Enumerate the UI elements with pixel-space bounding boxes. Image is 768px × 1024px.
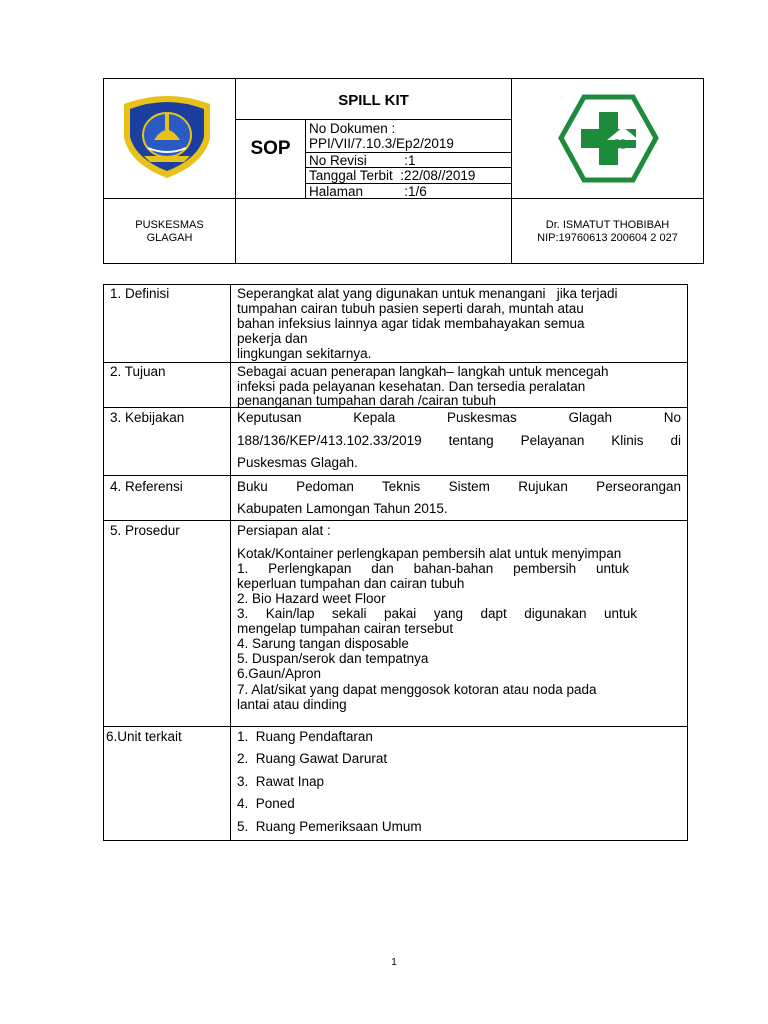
- prosedur-line: 5. Duspan/serok dan tempatnya: [237, 651, 429, 666]
- section-label-tujuan: 2. Tujuan: [110, 364, 166, 379]
- section-label-definisi: 1. Definisi: [110, 286, 170, 301]
- tujuan-line: penanganan tumpahan darah /cairan tubuh: [237, 393, 496, 408]
- prosedur-line: Kotak/Kontainer perlengkapan pembersih alat untuk menyimpan: [237, 546, 622, 561]
- definisi-line: bahan infeksius lainnya agar tidak membahayakan semua: [237, 316, 585, 331]
- prosedur-line: 1. Perlengkapan dan bahan-bahan pembersih untuk: [237, 561, 629, 576]
- prosedur-line: mengelap tumpahan cairan tersebut: [237, 621, 454, 636]
- organization-name: PUSKESMAS: [135, 219, 204, 231]
- regency-logo: [118, 90, 216, 180]
- definisi-line: pekerja dan: [237, 331, 308, 346]
- definisi-line: lingkungan sekitarnya.: [237, 346, 372, 361]
- kebijakan-line: Puskesmas Glagah.: [237, 455, 358, 470]
- unit-item: 5. Ruang Pemeriksaan Umum: [237, 819, 422, 834]
- kebijakan-line: Keputusan Kepala Puskesmas Glagah No: [237, 410, 681, 425]
- definisi-line: Seperangkat alat yang digunakan untuk menangani jika terjadi: [237, 286, 618, 301]
- issue-date: Tanggal Terbit :22/08//2019: [309, 168, 476, 183]
- section-label-unit: 6.Unit terkait: [106, 729, 182, 744]
- document-title: SPILL KIT: [338, 92, 409, 109]
- definisi-line: tumpahan cairan tubuh pasien seperti darah, muntah atau: [237, 301, 584, 316]
- unit-item: 3. Rawat Inap: [237, 774, 325, 789]
- revision-number: No Revisi :1: [309, 153, 416, 168]
- page-count: Halaman :1/6: [309, 184, 427, 199]
- kebijakan-line: 188/136/KEP/413.102.33/2019 tentang Pelayanan Klinis di: [237, 433, 681, 448]
- section-label-prosedur: 5. Prosedur: [110, 523, 180, 538]
- section-label-referensi: 4. Referensi: [110, 479, 183, 494]
- signer-nip: NIP:19760613 200604 2 027: [537, 232, 678, 244]
- referensi-line: Kabupaten Lamongan Tahun 2015.: [237, 501, 448, 516]
- tujuan-line: infeksi pada pelayanan kesehatan. Dan tersedia peralatan: [237, 379, 586, 394]
- doc-number-label: No Dokumen :: [309, 121, 396, 136]
- prosedur-line: 4. Sarung tangan disposable: [237, 636, 409, 651]
- prosedur-line: 7. Alat/sikat yang dapat menggosok kotoran atau noda pada: [237, 682, 597, 697]
- section-label-kebijakan: 3. Kebijakan: [110, 410, 185, 425]
- page-number: 1: [391, 957, 397, 968]
- doc-number-value: PPI/VII/7.10.3/Ep2/2019: [309, 136, 454, 151]
- unit-item: 2. Ruang Gawat Darurat: [237, 751, 388, 766]
- tujuan-line: Sebagai acuan penerapan langkah– langkah untuk mencegah: [237, 364, 609, 379]
- prosedur-line: 6.Gaun/Apron: [237, 666, 322, 681]
- sop-label: SOP: [250, 138, 291, 159]
- unit-item: 4. Poned: [237, 796, 295, 811]
- prosedur-line: lantai atau dinding: [237, 697, 347, 712]
- unit-item: 1. Ruang Pendaftaran: [237, 729, 373, 744]
- prosedur-line: keperluan tumpahan dan cairan tubuh: [237, 576, 465, 591]
- signer-name: Dr. ISMATUT THOBIBAH: [545, 219, 670, 231]
- prosedur-line: 3. Kain/lap sekali pakai yang dapt digunakan untuk: [237, 606, 637, 621]
- puskesmas-logo: [557, 92, 660, 185]
- prosedur-line: 2. Bio Hazard weet Floor: [237, 591, 386, 606]
- organization-location: GLAGAH: [146, 232, 193, 244]
- prosedur-heading: Persiapan alat :: [237, 523, 331, 538]
- referensi-line: Buku Pedoman Teknis Sistem Rujukan Perseorangan: [237, 479, 681, 494]
